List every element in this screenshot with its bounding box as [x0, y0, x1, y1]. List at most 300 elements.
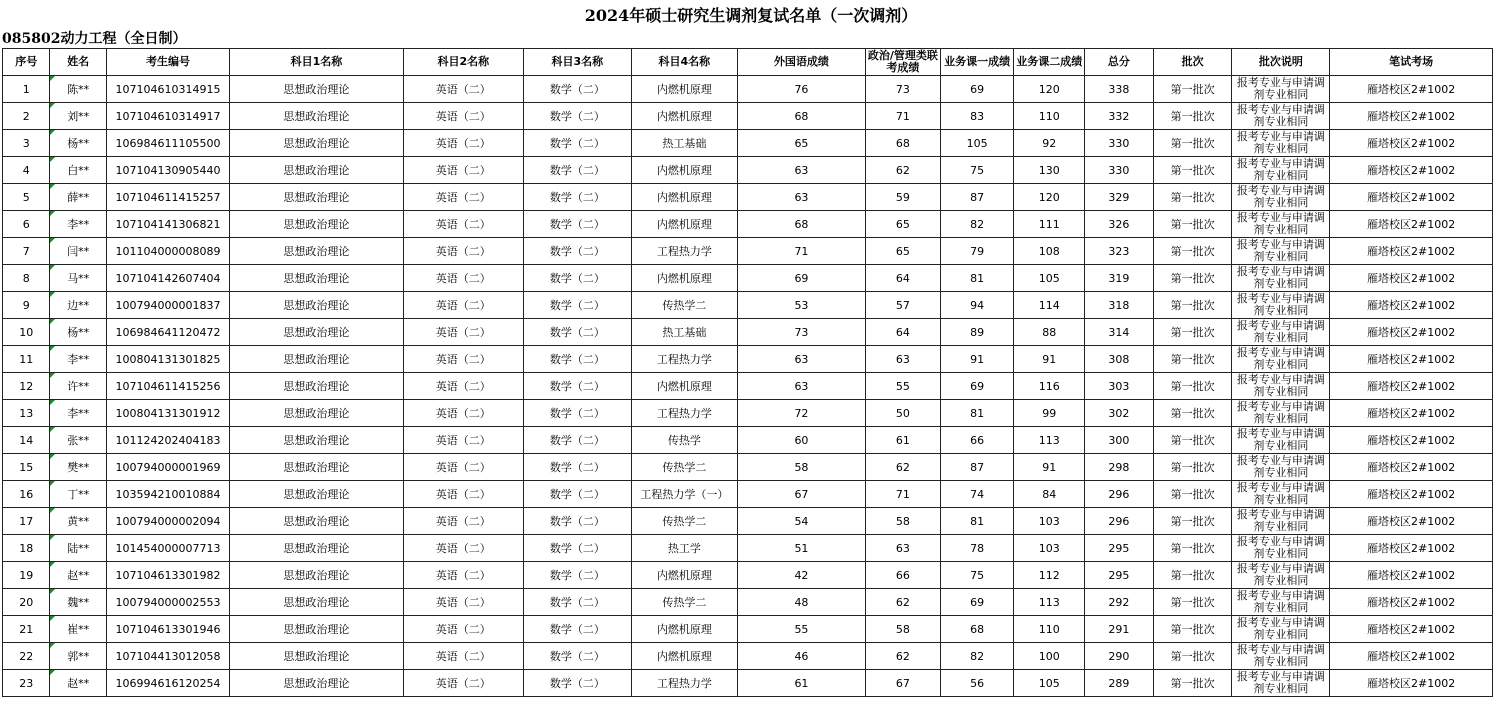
subject3-cell[interactable]: 数学（二）	[523, 238, 631, 265]
subject4-cell[interactable]: 内燃机原理	[631, 373, 737, 400]
batch-cell[interactable]: 第一批次	[1153, 130, 1232, 157]
exam-room-cell[interactable]: 雁塔校区2#1002	[1330, 211, 1493, 238]
subject1-cell[interactable]: 思想政治理论	[230, 103, 404, 130]
subject1-cell[interactable]: 思想政治理论	[230, 670, 404, 697]
subject1-cell[interactable]: 思想政治理论	[230, 643, 404, 670]
name-cell[interactable]: 李**	[50, 211, 107, 238]
subject1-cell[interactable]: 思想政治理论	[230, 535, 404, 562]
major2-cell[interactable]: 91	[1014, 454, 1085, 481]
name-cell[interactable]: 杨**	[50, 319, 107, 346]
politics-cell[interactable]: 62	[866, 643, 941, 670]
total-cell[interactable]: 300	[1085, 427, 1154, 454]
total-cell[interactable]: 329	[1085, 184, 1154, 211]
seq-cell[interactable]: 22	[3, 643, 50, 670]
exam-room-cell[interactable]: 雁塔校区2#1002	[1330, 238, 1493, 265]
exam-room-cell[interactable]: 雁塔校区2#1002	[1330, 481, 1493, 508]
seq-cell[interactable]: 9	[3, 292, 50, 319]
batch-cell[interactable]: 第一批次	[1153, 346, 1232, 373]
subject3-cell[interactable]: 数学（二）	[523, 670, 631, 697]
batch-cell[interactable]: 第一批次	[1153, 643, 1232, 670]
politics-cell[interactable]: 63	[866, 346, 941, 373]
foreign-lang-cell[interactable]: 67	[737, 481, 865, 508]
foreign-lang-cell[interactable]: 76	[737, 76, 865, 103]
subject4-cell[interactable]: 工程热力学（一）	[631, 481, 737, 508]
major2-cell[interactable]: 113	[1014, 589, 1085, 616]
subject3-cell[interactable]: 数学（二）	[523, 373, 631, 400]
total-cell[interactable]: 338	[1085, 76, 1154, 103]
total-cell[interactable]: 292	[1085, 589, 1154, 616]
major1-cell[interactable]: 66	[940, 427, 1014, 454]
subject4-cell[interactable]: 热工基础	[631, 319, 737, 346]
name-cell[interactable]: 崔**	[50, 616, 107, 643]
subject4-cell[interactable]: 传热学	[631, 427, 737, 454]
exam-room-cell[interactable]: 雁塔校区2#1002	[1330, 643, 1493, 670]
foreign-lang-cell[interactable]: 51	[737, 535, 865, 562]
total-cell[interactable]: 308	[1085, 346, 1154, 373]
name-cell[interactable]: 丁**	[50, 481, 107, 508]
major1-cell[interactable]: 75	[940, 157, 1014, 184]
major2-cell[interactable]: 105	[1014, 265, 1085, 292]
batch-note-cell[interactable]: 报考专业与申请调剂专业相同	[1232, 454, 1330, 481]
major1-cell[interactable]: 81	[940, 265, 1014, 292]
name-cell[interactable]: 陆**	[50, 535, 107, 562]
batch-note-cell[interactable]: 报考专业与申请调剂专业相同	[1232, 346, 1330, 373]
subject2-cell[interactable]: 英语（二）	[403, 616, 523, 643]
batch-cell[interactable]: 第一批次	[1153, 481, 1232, 508]
seq-cell[interactable]: 3	[3, 130, 50, 157]
foreign-lang-cell[interactable]: 72	[737, 400, 865, 427]
subject3-cell[interactable]: 数学（二）	[523, 130, 631, 157]
batch-note-cell[interactable]: 报考专业与申请调剂专业相同	[1232, 103, 1330, 130]
subject3-cell[interactable]: 数学（二）	[523, 589, 631, 616]
major2-cell[interactable]: 130	[1014, 157, 1085, 184]
batch-note-cell[interactable]: 报考专业与申请调剂专业相同	[1232, 400, 1330, 427]
exam-room-cell[interactable]: 雁塔校区2#1002	[1330, 292, 1493, 319]
seq-cell[interactable]: 4	[3, 157, 50, 184]
foreign-lang-cell[interactable]: 73	[737, 319, 865, 346]
total-cell[interactable]: 314	[1085, 319, 1154, 346]
politics-cell[interactable]: 65	[866, 211, 941, 238]
exam-id-cell[interactable]: 100794000002553	[106, 589, 229, 616]
major2-cell[interactable]: 111	[1014, 211, 1085, 238]
major1-cell[interactable]: 69	[940, 76, 1014, 103]
subject2-cell[interactable]: 英语（二）	[403, 211, 523, 238]
exam-id-cell[interactable]: 107104611415256	[106, 373, 229, 400]
name-cell[interactable]: 白**	[50, 157, 107, 184]
seq-cell[interactable]: 1	[3, 76, 50, 103]
subject2-cell[interactable]: 英语（二）	[403, 400, 523, 427]
name-cell[interactable]: 薛**	[50, 184, 107, 211]
major2-cell[interactable]: 110	[1014, 616, 1085, 643]
subject3-cell[interactable]: 数学（二）	[523, 508, 631, 535]
subject1-cell[interactable]: 思想政治理论	[230, 427, 404, 454]
politics-cell[interactable]: 66	[866, 562, 941, 589]
politics-cell[interactable]: 71	[866, 103, 941, 130]
batch-note-cell[interactable]: 报考专业与申请调剂专业相同	[1232, 76, 1330, 103]
major2-cell[interactable]: 113	[1014, 427, 1085, 454]
name-cell[interactable]: 郭**	[50, 643, 107, 670]
exam-id-cell[interactable]: 107104141306821	[106, 211, 229, 238]
total-cell[interactable]: 323	[1085, 238, 1154, 265]
politics-cell[interactable]: 71	[866, 481, 941, 508]
politics-cell[interactable]: 73	[866, 76, 941, 103]
subject4-cell[interactable]: 工程热力学	[631, 670, 737, 697]
politics-cell[interactable]: 65	[866, 238, 941, 265]
name-cell[interactable]: 许**	[50, 373, 107, 400]
subject3-cell[interactable]: 数学（二）	[523, 454, 631, 481]
subject4-cell[interactable]: 传热学二	[631, 508, 737, 535]
batch-note-cell[interactable]: 报考专业与申请调剂专业相同	[1232, 373, 1330, 400]
major2-cell[interactable]: 88	[1014, 319, 1085, 346]
exam-room-cell[interactable]: 雁塔校区2#1002	[1330, 670, 1493, 697]
exam-id-cell[interactable]: 100794000001837	[106, 292, 229, 319]
subject1-cell[interactable]: 思想政治理论	[230, 508, 404, 535]
seq-cell[interactable]: 11	[3, 346, 50, 373]
name-cell[interactable]: 赵**	[50, 562, 107, 589]
major1-cell[interactable]: 81	[940, 400, 1014, 427]
subject4-cell[interactable]: 传热学二	[631, 292, 737, 319]
subject2-cell[interactable]: 英语（二）	[403, 76, 523, 103]
exam-room-cell[interactable]: 雁塔校区2#1002	[1330, 562, 1493, 589]
batch-note-cell[interactable]: 报考专业与申请调剂专业相同	[1232, 238, 1330, 265]
politics-cell[interactable]: 59	[866, 184, 941, 211]
subject3-cell[interactable]: 数学（二）	[523, 616, 631, 643]
foreign-lang-cell[interactable]: 68	[737, 211, 865, 238]
major1-cell[interactable]: 74	[940, 481, 1014, 508]
seq-cell[interactable]: 20	[3, 589, 50, 616]
seq-cell[interactable]: 10	[3, 319, 50, 346]
major1-cell[interactable]: 56	[940, 670, 1014, 697]
subject4-cell[interactable]: 内燃机原理	[631, 562, 737, 589]
total-cell[interactable]: 289	[1085, 670, 1154, 697]
batch-note-cell[interactable]: 报考专业与申请调剂专业相同	[1232, 670, 1330, 697]
seq-cell[interactable]: 18	[3, 535, 50, 562]
subject2-cell[interactable]: 英语（二）	[403, 589, 523, 616]
major1-cell[interactable]: 105	[940, 130, 1014, 157]
subject2-cell[interactable]: 英语（二）	[403, 103, 523, 130]
subject4-cell[interactable]: 内燃机原理	[631, 265, 737, 292]
subject4-cell[interactable]: 内燃机原理	[631, 211, 737, 238]
subject1-cell[interactable]: 思想政治理论	[230, 346, 404, 373]
foreign-lang-cell[interactable]: 53	[737, 292, 865, 319]
exam-id-cell[interactable]: 100804131301912	[106, 400, 229, 427]
total-cell[interactable]: 290	[1085, 643, 1154, 670]
subject1-cell[interactable]: 思想政治理论	[230, 130, 404, 157]
major1-cell[interactable]: 87	[940, 184, 1014, 211]
name-cell[interactable]: 闫**	[50, 238, 107, 265]
seq-cell[interactable]: 16	[3, 481, 50, 508]
seq-cell[interactable]: 8	[3, 265, 50, 292]
batch-note-cell[interactable]: 报考专业与申请调剂专业相同	[1232, 481, 1330, 508]
batch-note-cell[interactable]: 报考专业与申请调剂专业相同	[1232, 157, 1330, 184]
batch-cell[interactable]: 第一批次	[1153, 292, 1232, 319]
subject2-cell[interactable]: 英语（二）	[403, 265, 523, 292]
name-cell[interactable]: 杨**	[50, 130, 107, 157]
batch-cell[interactable]: 第一批次	[1153, 562, 1232, 589]
subject1-cell[interactable]: 思想政治理论	[230, 373, 404, 400]
total-cell[interactable]: 319	[1085, 265, 1154, 292]
exam-id-cell[interactable]: 107104613301946	[106, 616, 229, 643]
batch-cell[interactable]: 第一批次	[1153, 373, 1232, 400]
seq-cell[interactable]: 19	[3, 562, 50, 589]
name-cell[interactable]: 边**	[50, 292, 107, 319]
foreign-lang-cell[interactable]: 69	[737, 265, 865, 292]
seq-cell[interactable]: 17	[3, 508, 50, 535]
batch-cell[interactable]: 第一批次	[1153, 400, 1232, 427]
politics-cell[interactable]: 64	[866, 265, 941, 292]
seq-cell[interactable]: 6	[3, 211, 50, 238]
major2-cell[interactable]: 120	[1014, 184, 1085, 211]
foreign-lang-cell[interactable]: 63	[737, 373, 865, 400]
exam-id-cell[interactable]: 101104000008089	[106, 238, 229, 265]
batch-note-cell[interactable]: 报考专业与申请调剂专业相同	[1232, 130, 1330, 157]
major1-cell[interactable]: 68	[940, 616, 1014, 643]
foreign-lang-cell[interactable]: 68	[737, 103, 865, 130]
major1-cell[interactable]: 91	[940, 346, 1014, 373]
seq-cell[interactable]: 13	[3, 400, 50, 427]
total-cell[interactable]: 291	[1085, 616, 1154, 643]
exam-room-cell[interactable]: 雁塔校区2#1002	[1330, 616, 1493, 643]
major2-cell[interactable]: 91	[1014, 346, 1085, 373]
subject2-cell[interactable]: 英语（二）	[403, 319, 523, 346]
exam-id-cell[interactable]: 107104611415257	[106, 184, 229, 211]
major1-cell[interactable]: 89	[940, 319, 1014, 346]
major2-cell[interactable]: 116	[1014, 373, 1085, 400]
batch-cell[interactable]: 第一批次	[1153, 184, 1232, 211]
batch-cell[interactable]: 第一批次	[1153, 238, 1232, 265]
subject4-cell[interactable]: 内燃机原理	[631, 76, 737, 103]
foreign-lang-cell[interactable]: 46	[737, 643, 865, 670]
subject4-cell[interactable]: 内燃机原理	[631, 184, 737, 211]
exam-id-cell[interactable]: 107104613301982	[106, 562, 229, 589]
politics-cell[interactable]: 50	[866, 400, 941, 427]
major1-cell[interactable]: 81	[940, 508, 1014, 535]
batch-cell[interactable]: 第一批次	[1153, 76, 1232, 103]
name-cell[interactable]: 张**	[50, 427, 107, 454]
name-cell[interactable]: 李**	[50, 346, 107, 373]
batch-cell[interactable]: 第一批次	[1153, 157, 1232, 184]
subject3-cell[interactable]: 数学（二）	[523, 427, 631, 454]
major2-cell[interactable]: 92	[1014, 130, 1085, 157]
exam-id-cell[interactable]: 107104610314917	[106, 103, 229, 130]
exam-room-cell[interactable]: 雁塔校区2#1002	[1330, 400, 1493, 427]
exam-room-cell[interactable]: 雁塔校区2#1002	[1330, 157, 1493, 184]
subject2-cell[interactable]: 英语（二）	[403, 508, 523, 535]
subject3-cell[interactable]: 数学（二）	[523, 346, 631, 373]
foreign-lang-cell[interactable]: 55	[737, 616, 865, 643]
politics-cell[interactable]: 58	[866, 616, 941, 643]
total-cell[interactable]: 302	[1085, 400, 1154, 427]
foreign-lang-cell[interactable]: 48	[737, 589, 865, 616]
subject3-cell[interactable]: 数学（二）	[523, 76, 631, 103]
subject4-cell[interactable]: 工程热力学	[631, 400, 737, 427]
name-cell[interactable]: 李**	[50, 400, 107, 427]
subject3-cell[interactable]: 数学（二）	[523, 319, 631, 346]
total-cell[interactable]: 318	[1085, 292, 1154, 319]
batch-cell[interactable]: 第一批次	[1153, 265, 1232, 292]
exam-room-cell[interactable]: 雁塔校区2#1002	[1330, 454, 1493, 481]
exam-room-cell[interactable]: 雁塔校区2#1002	[1330, 508, 1493, 535]
batch-note-cell[interactable]: 报考专业与申请调剂专业相同	[1232, 292, 1330, 319]
subject1-cell[interactable]: 思想政治理论	[230, 319, 404, 346]
subject4-cell[interactable]: 内燃机原理	[631, 616, 737, 643]
major1-cell[interactable]: 69	[940, 373, 1014, 400]
exam-id-cell[interactable]: 107104610314915	[106, 76, 229, 103]
batch-note-cell[interactable]: 报考专业与申请调剂专业相同	[1232, 319, 1330, 346]
batch-cell[interactable]: 第一批次	[1153, 319, 1232, 346]
exam-id-cell[interactable]: 100804131301825	[106, 346, 229, 373]
seq-cell[interactable]: 5	[3, 184, 50, 211]
subject3-cell[interactable]: 数学（二）	[523, 400, 631, 427]
politics-cell[interactable]: 61	[866, 427, 941, 454]
batch-cell[interactable]: 第一批次	[1153, 589, 1232, 616]
exam-id-cell[interactable]: 106994616120254	[106, 670, 229, 697]
subject3-cell[interactable]: 数学（二）	[523, 184, 631, 211]
exam-room-cell[interactable]: 雁塔校区2#1002	[1330, 319, 1493, 346]
major1-cell[interactable]: 82	[940, 643, 1014, 670]
batch-cell[interactable]: 第一批次	[1153, 427, 1232, 454]
exam-room-cell[interactable]: 雁塔校区2#1002	[1330, 184, 1493, 211]
subject2-cell[interactable]: 英语（二）	[403, 373, 523, 400]
subject2-cell[interactable]: 英语（二）	[403, 535, 523, 562]
batch-note-cell[interactable]: 报考专业与申请调剂专业相同	[1232, 265, 1330, 292]
batch-note-cell[interactable]: 报考专业与申请调剂专业相同	[1232, 211, 1330, 238]
seq-cell[interactable]: 7	[3, 238, 50, 265]
foreign-lang-cell[interactable]: 54	[737, 508, 865, 535]
major2-cell[interactable]: 99	[1014, 400, 1085, 427]
total-cell[interactable]: 295	[1085, 535, 1154, 562]
major1-cell[interactable]: 83	[940, 103, 1014, 130]
batch-cell[interactable]: 第一批次	[1153, 103, 1232, 130]
total-cell[interactable]: 298	[1085, 454, 1154, 481]
subject3-cell[interactable]: 数学（二）	[523, 265, 631, 292]
politics-cell[interactable]: 62	[866, 157, 941, 184]
exam-id-cell[interactable]: 100794000002094	[106, 508, 229, 535]
major2-cell[interactable]: 108	[1014, 238, 1085, 265]
batch-cell[interactable]: 第一批次	[1153, 535, 1232, 562]
subject1-cell[interactable]: 思想政治理论	[230, 184, 404, 211]
total-cell[interactable]: 296	[1085, 481, 1154, 508]
major1-cell[interactable]: 82	[940, 211, 1014, 238]
subject4-cell[interactable]: 内燃机原理	[631, 643, 737, 670]
exam-room-cell[interactable]: 雁塔校区2#1002	[1330, 76, 1493, 103]
foreign-lang-cell[interactable]: 63	[737, 346, 865, 373]
foreign-lang-cell[interactable]: 63	[737, 157, 865, 184]
exam-id-cell[interactable]: 101454000007713	[106, 535, 229, 562]
subject2-cell[interactable]: 英语（二）	[403, 562, 523, 589]
subject2-cell[interactable]: 英语（二）	[403, 427, 523, 454]
seq-cell[interactable]: 23	[3, 670, 50, 697]
exam-id-cell[interactable]: 107104142607404	[106, 265, 229, 292]
foreign-lang-cell[interactable]: 42	[737, 562, 865, 589]
exam-room-cell[interactable]: 雁塔校区2#1002	[1330, 373, 1493, 400]
subject1-cell[interactable]: 思想政治理论	[230, 616, 404, 643]
subject1-cell[interactable]: 思想政治理论	[230, 454, 404, 481]
exam-id-cell[interactable]: 106984641120472	[106, 319, 229, 346]
batch-note-cell[interactable]: 报考专业与申请调剂专业相同	[1232, 562, 1330, 589]
subject2-cell[interactable]: 英语（二）	[403, 292, 523, 319]
exam-id-cell[interactable]: 100794000001969	[106, 454, 229, 481]
exam-room-cell[interactable]: 雁塔校区2#1002	[1330, 589, 1493, 616]
batch-cell[interactable]: 第一批次	[1153, 454, 1232, 481]
politics-cell[interactable]: 68	[866, 130, 941, 157]
subject2-cell[interactable]: 英语（二）	[403, 184, 523, 211]
major2-cell[interactable]: 103	[1014, 535, 1085, 562]
subject1-cell[interactable]: 思想政治理论	[230, 265, 404, 292]
exam-room-cell[interactable]: 雁塔校区2#1002	[1330, 346, 1493, 373]
batch-cell[interactable]: 第一批次	[1153, 508, 1232, 535]
major1-cell[interactable]: 69	[940, 589, 1014, 616]
subject1-cell[interactable]: 思想政治理论	[230, 76, 404, 103]
politics-cell[interactable]: 57	[866, 292, 941, 319]
major1-cell[interactable]: 75	[940, 562, 1014, 589]
subject2-cell[interactable]: 英语（二）	[403, 481, 523, 508]
subject2-cell[interactable]: 英语（二）	[403, 238, 523, 265]
seq-cell[interactable]: 12	[3, 373, 50, 400]
exam-id-cell[interactable]: 107104130905440	[106, 157, 229, 184]
subject2-cell[interactable]: 英语（二）	[403, 670, 523, 697]
total-cell[interactable]: 332	[1085, 103, 1154, 130]
exam-id-cell[interactable]: 101124202404183	[106, 427, 229, 454]
subject4-cell[interactable]: 热工学	[631, 535, 737, 562]
name-cell[interactable]: 魏**	[50, 589, 107, 616]
batch-note-cell[interactable]: 报考专业与申请调剂专业相同	[1232, 589, 1330, 616]
major2-cell[interactable]: 100	[1014, 643, 1085, 670]
exam-id-cell[interactable]: 107104413012058	[106, 643, 229, 670]
politics-cell[interactable]: 63	[866, 535, 941, 562]
subject4-cell[interactable]: 热工基础	[631, 130, 737, 157]
exam-id-cell[interactable]: 103594210010884	[106, 481, 229, 508]
batch-note-cell[interactable]: 报考专业与申请调剂专业相同	[1232, 535, 1330, 562]
foreign-lang-cell[interactable]: 61	[737, 670, 865, 697]
subject4-cell[interactable]: 工程热力学	[631, 238, 737, 265]
seq-cell[interactable]: 15	[3, 454, 50, 481]
major1-cell[interactable]: 79	[940, 238, 1014, 265]
exam-room-cell[interactable]: 雁塔校区2#1002	[1330, 427, 1493, 454]
total-cell[interactable]: 330	[1085, 157, 1154, 184]
subject3-cell[interactable]: 数学（二）	[523, 157, 631, 184]
exam-room-cell[interactable]: 雁塔校区2#1002	[1330, 535, 1493, 562]
politics-cell[interactable]: 62	[866, 589, 941, 616]
total-cell[interactable]: 303	[1085, 373, 1154, 400]
major2-cell[interactable]: 114	[1014, 292, 1085, 319]
major2-cell[interactable]: 103	[1014, 508, 1085, 535]
name-cell[interactable]: 樊**	[50, 454, 107, 481]
subject3-cell[interactable]: 数学（二）	[523, 535, 631, 562]
total-cell[interactable]: 296	[1085, 508, 1154, 535]
total-cell[interactable]: 330	[1085, 130, 1154, 157]
foreign-lang-cell[interactable]: 63	[737, 184, 865, 211]
subject1-cell[interactable]: 思想政治理论	[230, 238, 404, 265]
subject2-cell[interactable]: 英语（二）	[403, 346, 523, 373]
exam-id-cell[interactable]: 106984611105500	[106, 130, 229, 157]
batch-note-cell[interactable]: 报考专业与申请调剂专业相同	[1232, 508, 1330, 535]
batch-cell[interactable]: 第一批次	[1153, 616, 1232, 643]
major2-cell[interactable]: 84	[1014, 481, 1085, 508]
total-cell[interactable]: 326	[1085, 211, 1154, 238]
subject4-cell[interactable]: 内燃机原理	[631, 157, 737, 184]
politics-cell[interactable]: 62	[866, 454, 941, 481]
subject2-cell[interactable]: 英语（二）	[403, 454, 523, 481]
subject1-cell[interactable]: 思想政治理论	[230, 562, 404, 589]
batch-cell[interactable]: 第一批次	[1153, 211, 1232, 238]
subject3-cell[interactable]: 数学（二）	[523, 103, 631, 130]
exam-room-cell[interactable]: 雁塔校区2#1002	[1330, 103, 1493, 130]
foreign-lang-cell[interactable]: 71	[737, 238, 865, 265]
name-cell[interactable]: 陈**	[50, 76, 107, 103]
batch-note-cell[interactable]: 报考专业与申请调剂专业相同	[1232, 184, 1330, 211]
subject3-cell[interactable]: 数学（二）	[523, 562, 631, 589]
